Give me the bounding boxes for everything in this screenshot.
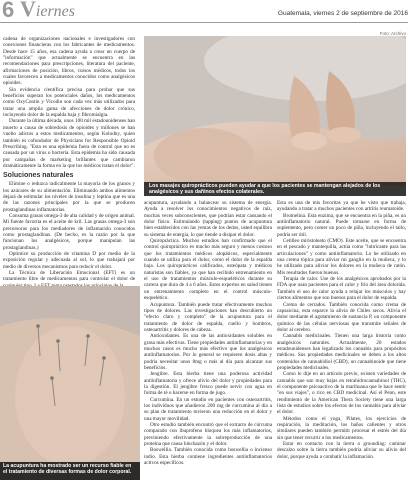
left-column [3,36,135,289]
masthead [20,1,75,20]
photo-credit: Foto: Archivo [379,31,406,36]
acupuncture-photo [0,286,140,480]
right-paragraph-5: Crema de cerrados. También conocida como crema de capsaicina, esta esparce la alivia de Chiles secos. Alivia el dolor mediante el agotamiento de sustancia P, un componente químico de las células nerviosas que transmite señales de dolor al cerebro. [277,301,406,333]
masthead-rest: iernes [35,3,75,20]
date-line: Guatemala, viernes 2 de septiembre de 2016 [277,10,408,17]
middle-paragraph-4: Antioxidantes. Es una de las antioxidantes solubles en grasa más efectivas. Tiene propiedades antiinflamatorias y en muchos casos es mucho más efectivo que los analgésicos antiinflamatorios. Por lo general se requieren dosis altas y podría necesitar unos 8mg o más al día para alcanzar sus beneficios. [144,333,272,371]
middle-paragraph-6: Curcumina. En un estudio en pacientes con osteoartritis, los individuos que añadieron 200 mg de curcumina al día a su plan de tratamiento tuvieron una reducción en el dolor y una mayor movilidad. [144,396,272,422]
right-column [277,200,406,460]
right-paragraph-9: Estar en contacto con la tierra o grounding: caminar descalzo sobre la tierra también podría aliviar su alivio del dolor, porque ayuda a combatir la inflamación. [277,441,406,460]
right-paragraph-4: Terapia de calor. Use de los analgésicos aprobados por la FDA que usan pacientes para el calor y frío del área dolorida. También el uso de calor ayuda a relajar los músculos y hay ciertos alimentos que son buenos para el dolor de espalda. [277,276,406,302]
main-photo-massage [144,36,406,196]
subheading: Soluciones naturales [3,172,74,180]
left-paragraph-3: Durante la última década, unos 100 mil estadounidenses han muerto a causa de sobredosis de opioides y millones se han vuelto adictos a estos medicamentos, según Kolodny, quien también es cofundador de Physicians for Responsible Opioid Prescribing. "Esta es una epidemia fuera de control que no es causada por un virus o bacteria. Esta epidemia ha sido causada por campañas de marketing brillantes que cambiaron dramáticamente la forma en la que los médicos tratan el dolor". [3,118,135,169]
right-paragraph-8: Métodos como el yoga, Pilates, los ejercicios de respiración, la meditación, los baños calientes y otros similares pueden también permitir procesar el estrés del día sin que tener recurrir a los medicamentos. [277,415,406,441]
main-photo-caption: Los masajes quiroprácticos pueden ayudar a que los pacientes se mantengan alejados de los analgésicos y sus dañinos efectos colaterales. [149,183,381,195]
middle-paragraph-3: Acupuntura. También puede tratar efectivamente muchos tipos de dolores. Las investigaciones han descubierto un "efecto claro y completo" de la acupuntura para el tratamiento de dolor de espalda, cuello y hombros, osteoartritis y dolores de cabeza. [144,301,272,333]
middle-paragraph-7: Otro estudio también encontró que el extracto de cúrcuma comparado con ibuprofeno bloquea los más inflamatorios, previniendo efectivamente la sobreproducción de una proteína que causa hinchazón y el dolor. [144,422,272,448]
masthead-initial: V [20,0,36,21]
acupuncture-illustration [0,286,140,480]
right-paragraph-2: Bromelina. Esta enzima, que se encuentra en la piña, es un antiinflamatorio natural. Puede tomarse en forma de suplemento, pero comer un poco de piña, incluyendo el tallo, podría ser útil. [277,212,406,238]
header-rule [0,22,408,23]
right-paragraph-1: Esta es una de mis favoritas ya que he visto que trabaja, ayudando a tratar a muchos pacientes con artritis reumatoide. [277,200,406,213]
massage-illustration [144,36,406,196]
page-header [0,0,408,22]
right-paragraph-6: Cannabis medicinales. Tienen una larga historia como analgésicos naturales. Actualmente, 20 estados estadounidenses han legalizado los cannabis para propósitos médicos. Sus propiedades medicinales se deben a los altos contenidos de cannabidiol (CBD), un cannabinoide que tiene propiedades medicinales. [277,333,406,371]
right-paragraph-7: Como lo dije en un artículo previo, existen variedades de cannabis que son muy bajas en tetrahidrocannabinol (THC), el componente psicoactivo de la marihuana que le hace sentir "en sus viajes", o rico en CBD medicinal. Así el Penn, este rendimiento de la American Thera Society tiene una larga lista de estudios sobre los efectos de los cannabis para aliviar el dolor. [277,371,406,416]
left-paragraph-5: Consuma grasas omega-3 de alta calidad y de origen animal. Mi fuente favorita es el aceite de kril. Las grasas omega-3 son precursoras para los mediadores de inflamación conocidos como prostaglandinas. (De hecho, es la razón por la que funcionan los analgésicos, porque manipulan las prostaglandinas.) [3,212,135,251]
page-number: 6 [2,0,15,22]
left-paragraph-1: cadena de organizaciones nacionales e investigadores con conexiones financieras con los fabricantes de medicamentos. Desde hace 15 años, esa cadena ayuda a crear un cuerpo de "información" que actualmente se encuentra en las recomendaciones para prescripciones, literatura del paciente, afirmaciones de posición, libros, cursos médicos, todos los cuales favorecen a medicamentos conocidos como analgésicos opioides. [3,36,135,87]
middle-paragraph-5: Jengibre. Esta hierba tiene una poderosa actividad antiinflamatoria y ofrece alivio del dolor y propiedades para la digestión. El jengibre fresco puede servir con agua en forma de té o hacerse en forma de jugo. [144,371,272,397]
left-paragraph-6: Optimice su producción de vitamina D por medio de la exposición regular y adecuada al sol, lo que trabajará por medio de diversos mecanismos para reducir el dolor. [3,251,135,270]
left-paragraph-7: La Técnica de Liberación Emocional (EFT) es un tratamiento libre de medicamentos para controlar el dolor de [3,270,135,283]
middle-paragraph-2: Quiropráctica. Muchos estudios han confirmado que el control quiropráctico es mucho más seguro y menos costoso que los tratamientos médicos alopáticos, especialmente cuando se utiliza para el dolor, como el dolor de la espalda baja. Los quiroprácticos calificados, osteópata y médicos naturistas son fiables, ya que han recibido entrenamiento en el uso de tratamientos músculo-esqueléticos durante su carrera que dura de 4 a 6 años. Estos expertos en salud tienen un entrenamiento completo en el control músculo-esquelético. [144,238,272,302]
right-paragraph-3: Cetilleo miristoleato (CMO). Este aceite, que se encuentra en el pescado y mantequilla, actúa como "lubricante para las articulaciones" y como antiinflamatorio. Lo he utilizado en una crema tópica para aliviar mi ganglio en la muñeca, y lo he utilizado para aliviar los dolores en la muñeca de ratón. Mis resultados fueron buenos. [277,238,406,276]
acupuncture-caption: La acupuntura ha mostrado ser un recurso fiable en el tratamiento de diversas formas de dolor corporal. [3,463,132,475]
middle-paragraph-8: Boswellia. También conocida como boswellia o incienso indio. Esta hierba contiene ingredientes antiinflamatorios activos específicos. [144,447,272,467]
middle-column [144,200,272,466]
middle-paragraph-1: acupuntura, ayudando a balancear su sistema de energía. Ayuda a resolver los conocimientos negativos de raíz, muchas veces subconscientes, que podrían estar causando el dolor físico. Estimulando (tapping) puntos de acupuntura bien establecidos con las yemas de los dedos, usted equilibra su sistema de energía, lo que tiende a disipar el dolor. [144,200,272,238]
left-paragraph-2: Sin evidencia científica precisa para probar que sus beneficios superan los potenciales daños, los medicamentos como OxyContin y Vicodin son cada vez más utilizados para tratar una amplia gama de afecciones de dolor crónico, incluyendo dolor de la espalda baja y fibromialgia. [3,86,135,119]
left-paragraph-4: Elimine o reduzca radicalmente la mayoría de los granos y los azúcares de su alimentación. Eliminando ambos alimentos dejará de estimular los niveles de insulina y leptina que es una de las razones principales por la que se producen prostaglandinas inflamatorias. [3,181,135,213]
